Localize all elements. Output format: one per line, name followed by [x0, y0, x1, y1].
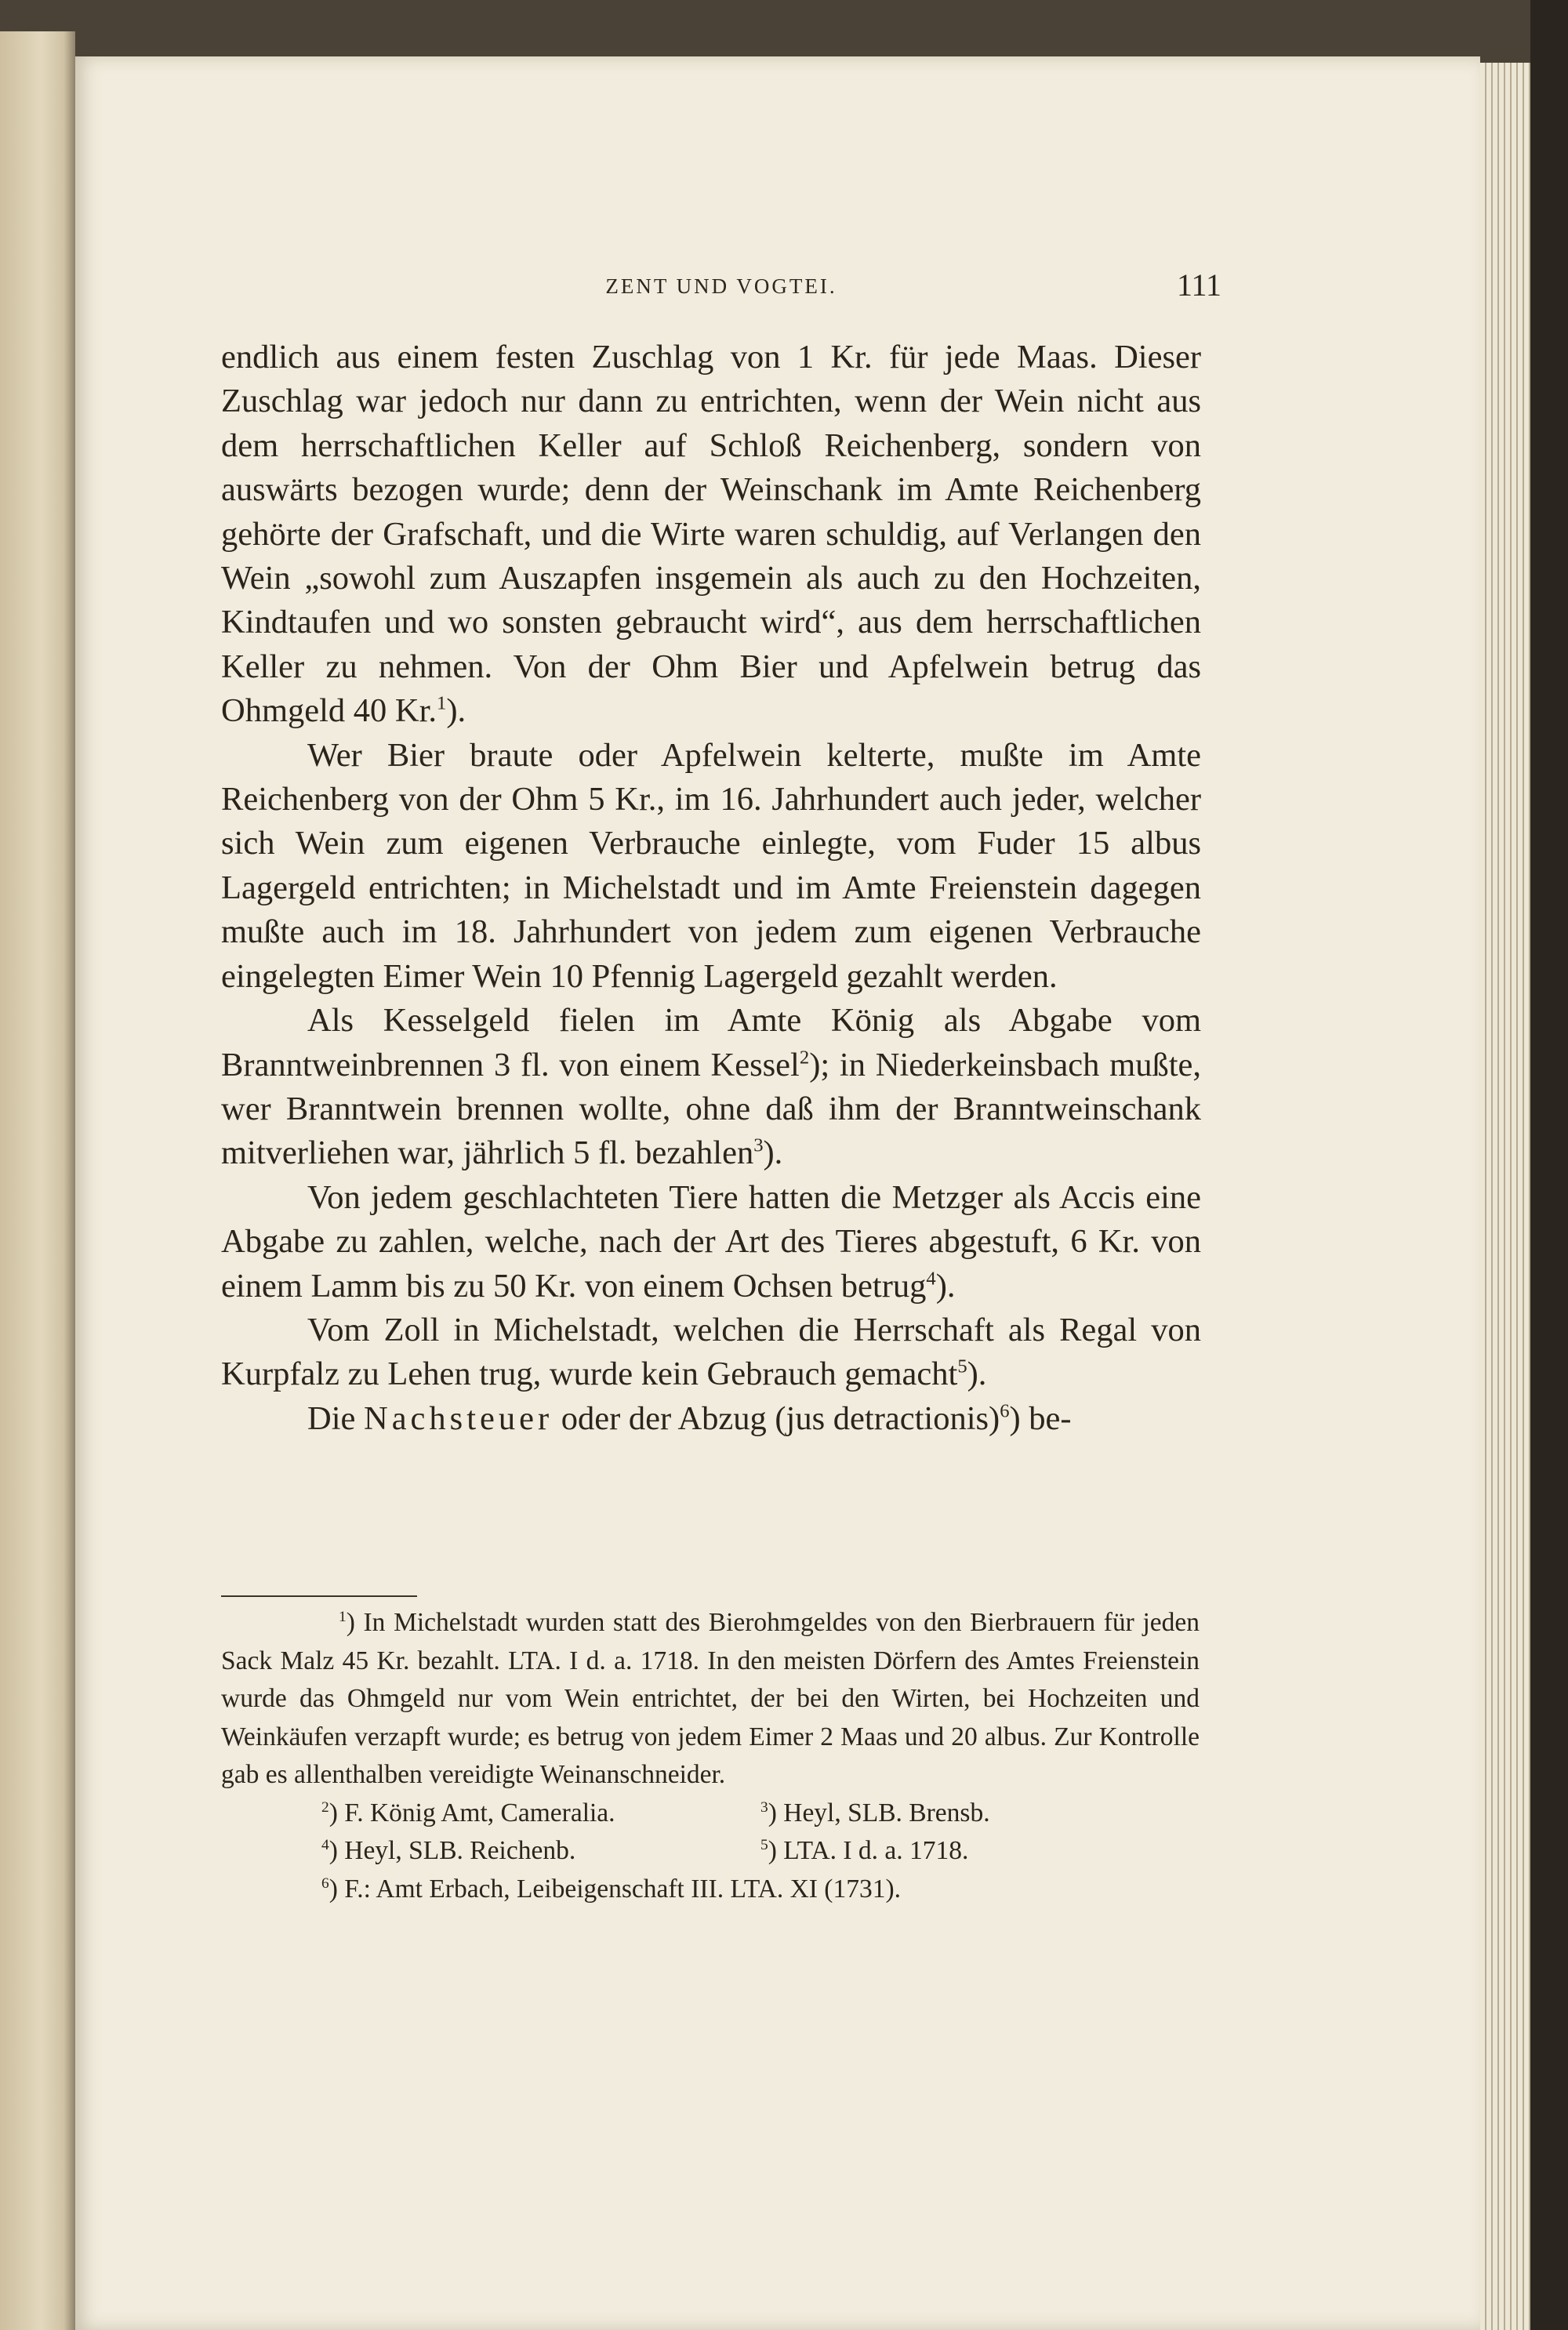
running-title: ZENT UND VOGTEI. [605, 274, 837, 298]
paragraph: Als Kesselgeld fielen im Amte König als Abgabe vom Branntweinbrennen 3 fl. von einem Kessel$^2$); in Niederkeinsbach mußte, wer Branntwein brennen wollte, ohne daß ihm der Branntweinschank mitverliehen war, jährlich 5 fl. bezahlen$^3$). [221, 1002, 1201, 1172]
spaced-term: Nachsteuer [364, 1399, 554, 1437]
footnote: $^3$) Heyl, SLB. Brensb. [760, 1798, 990, 1827]
footnote: $^5$) LTA. I d. a. 1718. [760, 1836, 969, 1865]
footnote-rule [221, 1595, 417, 1597]
paragraph: Vom Zoll in Michelstadt, welchen die Herrschaft als Regal von Kurpfalz zu Lehen trug, wurde kein Gebrauch gemacht$^5$). [221, 1311, 1201, 1393]
footnote-ref: 3 [753, 1135, 764, 1157]
page-number: 111 [1176, 267, 1221, 303]
left-page-edge [0, 31, 75, 2330]
paragraph: Die Nachsteuer oder der Abzug (jus detractionis)$^6$) be- [307, 1399, 1072, 1437]
footnote-ref: 6 [1000, 1400, 1010, 1422]
paragraph: Wer Bier braute oder Apfelwein kelterte, mußte im Amte Reichenberg von der Ohm 5 Kr., im 16. Jahrhundert auch jeder, welcher sich Wein zum eigenen Verbrauche einlegte, vom Fuder 15 albus Lagergeld entrichten; in Michelstadt und im Amte Freienstein dagegen mußte auch im 18. Jahrhundert von jedem zum eigenen Verbrauche eingelegten Eimer Wein 10 Pfennig Lagergeld gezahlt werden. [221, 736, 1201, 995]
footnote-ref: 2 [799, 1047, 810, 1069]
page-header [221, 267, 1221, 314]
footnote-line [221, 1871, 1200, 1909]
page-edges [1480, 63, 1530, 2330]
footnote: $^6$) F.: Amt Erbach, Leibeigenschaft III. LTA. XI (1731). [321, 1874, 901, 1904]
body-text [221, 336, 1201, 1441]
footnote-ref: 5 [957, 1356, 967, 1378]
paragraph: endlich aus einem festen Zuschlag von 1 Kr. für jede Maas. Dieser Zuschlag war jedoch nur dann zu entrichten, wenn der Wein nicht aus dem herrschaftlichen Keller auf Schloß Reichenberg, sondern von auswärts bezogen wurde; denn der Weinschank im Amte Reichenberg gehörte der Grafschaft, und die Wirte waren schuldig, auf Verlangen den Wein „sowohl zum Auszapfen insgemein als auch zu den Hochzeiten, Kindtaufen und wo sonsten gebraucht wird“, aus dem herrschaftlichen Keller zu nehmen. Von der Ohm Bier und Apfelwein betrug das Ohmgeld 40 Kr.$^1$). [221, 339, 1201, 730]
footnote-line [221, 1795, 1200, 1833]
footnote: $^4$) Heyl, SLB. Reichenb. [321, 1836, 576, 1865]
footnote-line [221, 1832, 1200, 1871]
footnote-ref: 4 [926, 1268, 936, 1290]
paragraph: Von jedem geschlachteten Tiere hatten die Metzger als Accis eine Abgabe zu zahlen, welche, nach der Art des Tieres abgestuft, 6 Kr. von einem Lamm bis zu 50 Kr. von einem Ochsen betrug$^4$). [221, 1178, 1201, 1305]
footnote-ref: 1 [437, 692, 447, 714]
footnote: $^2$) F. König Amt, Cameralia. [321, 1798, 615, 1827]
scan-background [1530, 0, 1568, 2330]
footnote: $^1$) In Michelstadt wurden statt des Bierohmgeldes von den Bierbrauern für jeden Sack Malz 45 Kr. bezahlt. LTA. I d. a. 1718. In den meisten Dörfern des Amtes Freienstein wurde das Ohmgeld nur vom Wein entrichtet, der bei den Wirten, bei Hochzeiten und Weinkäufen verzapft wurde; es betrug von jedem Eimer 2 Maas und 20 albus. Zur Kontrolle gab es allenthalben vereidigte Weinanschneider. [221, 1608, 1200, 1789]
footnotes [221, 1604, 1200, 1908]
